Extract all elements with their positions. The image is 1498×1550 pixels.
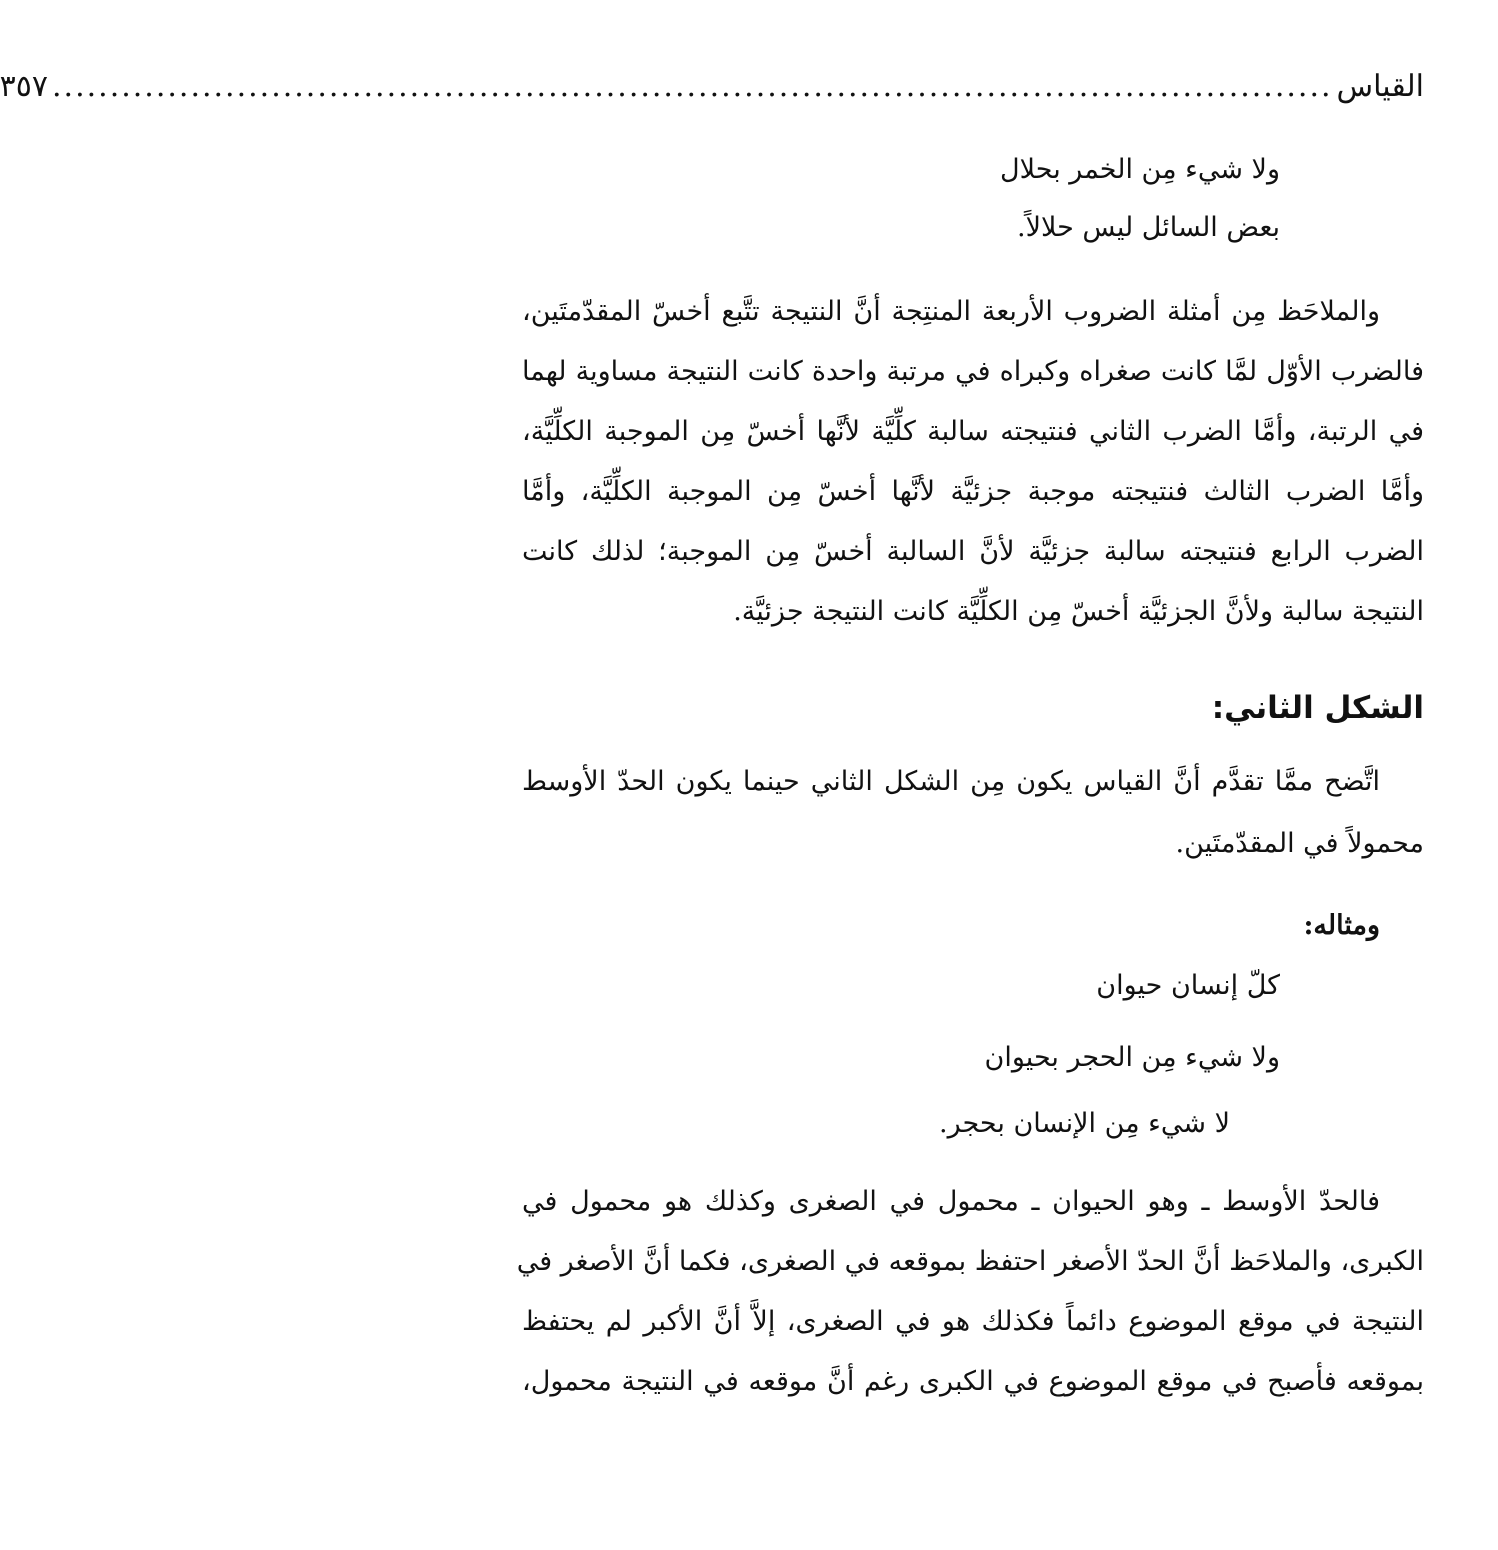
example-line-1: كلّ إنسان حيوان [1096, 970, 1280, 1001]
header-leader-dots: ............................................................................................................... [52, 68, 1333, 104]
paragraph-2-line-2: محمولاً في المقدّمتَين. [1175, 828, 1424, 859]
page-number: ٣٥٧ [0, 68, 49, 104]
paragraph-1-line-2: فالضرب الأوّل لمَّا كانت صغراه وكبراه في مرتبة واحدة كانت النتيجة مساوية لهما [522, 356, 1424, 387]
paragraph-1-line-5: الضرب الرابع فنتيجته سالبة جزئيَّة لأنَّ السالبة أخسّ مِن الموجبة؛ لذلك كانت [522, 536, 1424, 567]
paragraph-3-line-1: فالحدّ الأوسط ـ وهو الحيوان ـ محمول في الصغرى وكذلك هو محمول في [522, 1186, 1380, 1217]
example-label: ومثاله: [1303, 910, 1380, 941]
paragraph-1-line-1: والملاحَظ مِن أمثلة الضروب الأربعة المنتِجة أنَّ النتيجة تتَّبع أخسّ المقدّمتَين، [522, 296, 1380, 327]
paragraph-1-line-3: في الرتبة، وأمَّا الضرب الثاني فنتيجته سالبة كلِّيَّة لأنَّها أخسّ مِن الموجبة الكلِّيَّة، [522, 416, 1424, 447]
paragraph-3-line-4: بموقعه فأصبح في موقع الموضوع في الكبرى رغم أنَّ موقعه في النتيجة محمول، [522, 1366, 1424, 1397]
running-header [0, 58, 1424, 114]
section-heading: الشكل الثاني: [1211, 690, 1424, 726]
paragraph-3-line-3: النتيجة في موقع الموضوع دائماً فكذلك هو في الصغرى، إلاَّ أنَّ الأكبر لم يحتفظ [522, 1306, 1424, 1337]
paragraph-2-line-1: اتَّضح ممَّا تقدَّم أنَّ القياس يكون مِن الشكل الثاني حينما يكون الحدّ الأوسط [522, 766, 1380, 797]
paragraph-1-line-4: وأمَّا الضرب الثالث فنتيجته موجبة جزئيَّة لأنَّها أخسّ مِن الموجبة الكلِّيَّة، وأمَّا [522, 476, 1424, 507]
example-line-2: ولا شيء مِن الحجر بحيوان [984, 1042, 1280, 1073]
paragraph-1-line-6: النتيجة سالبة ولأنَّ الجزئيَّة أخسّ مِن الكلِّيَّة كانت النتيجة جزئيَّة. [733, 596, 1424, 627]
header-title: القياس [1336, 68, 1424, 104]
paragraph-3-line-2: الكبرى، والملاحَظ أنَّ الحدّ الأصغر احتفظ بموقعه في الصغرى، فكما أنَّ الأصغر في [516, 1246, 1424, 1277]
example-top-line-2: بعض السائل ليس حلالاً. [1017, 212, 1280, 243]
example-line-3: لا شيء مِن الإنسان بحجر. [939, 1108, 1230, 1139]
example-top-line-1: ولا شيء مِن الخمر بحلال [1000, 154, 1280, 185]
